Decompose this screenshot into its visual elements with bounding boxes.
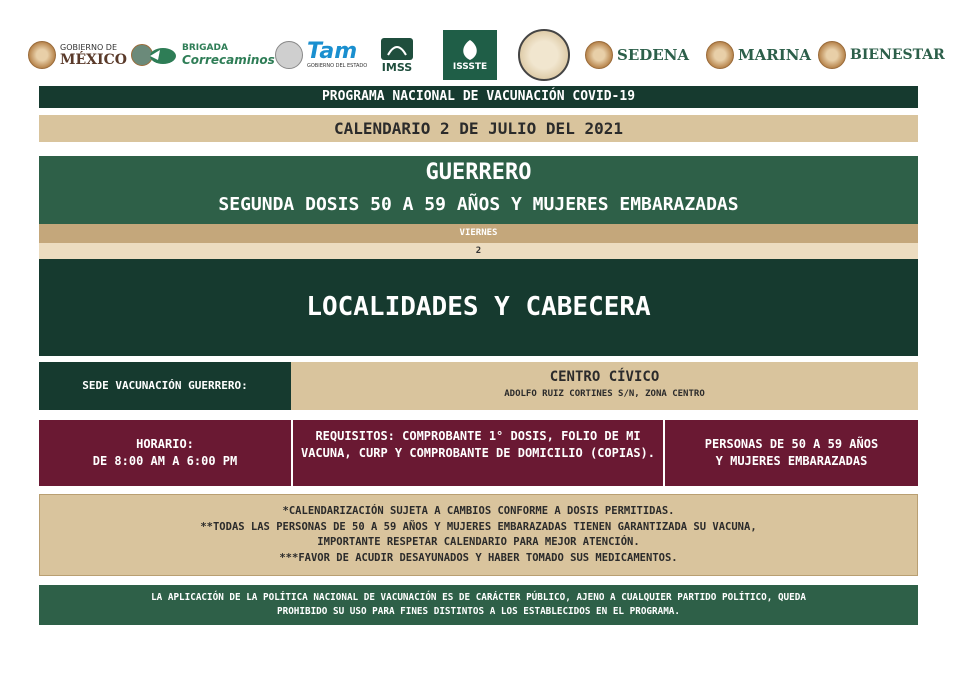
notes-box xyxy=(39,494,918,576)
venue-label: SEDE VACUNACIÓN GUERRERO: xyxy=(39,362,291,410)
program-title: PROGRAMA NACIONAL DE VACUNACIÓN COVID-19 xyxy=(39,86,918,108)
tamaulipas-logo xyxy=(275,30,367,80)
imss-logo xyxy=(380,30,414,80)
day-number: 2 xyxy=(39,243,918,259)
imss-eagle-icon xyxy=(380,37,414,61)
audience-cell xyxy=(665,420,918,486)
gobierno-top-text: GOBIERNO DE xyxy=(60,42,117,52)
requirements-text: REQUISITOS: COMPROBANTE 1° DOSIS, FOLIO DE MI VACUNA, CURP Y COMPROBANTE DE DOMICILIO (COPIAS). xyxy=(293,420,663,486)
sedena-seal-icon xyxy=(585,41,613,69)
imss-text: IMSS xyxy=(381,60,413,74)
tam-sub-text: GOBIERNO DEL ESTADO xyxy=(307,63,368,69)
venue-info xyxy=(291,362,918,410)
brigada-correcaminos-logo xyxy=(148,30,275,80)
sedena-logo xyxy=(585,30,689,80)
note-line-4: ***FAVOR DE ACUDIR DESAYUNADOS Y HABER TOMADO SUS MEDICAMENTOS. xyxy=(279,551,678,564)
issste-emblem-icon xyxy=(457,38,483,62)
audience-line-1: PERSONAS DE 50 A 59 AÑOS xyxy=(704,437,879,451)
issste-logo xyxy=(443,30,497,80)
issste-text: ISSSTE xyxy=(452,62,488,72)
localities-title: LOCALIDADES Y CABECERA xyxy=(39,259,918,356)
tamaulipas-shield-icon xyxy=(275,41,303,69)
bienestar-logo xyxy=(818,30,945,80)
state-block xyxy=(39,156,918,224)
state-name: GUERRERO xyxy=(425,160,532,185)
brigada-bottom-text: Correcaminos xyxy=(182,53,275,67)
sedena-text: SEDENA xyxy=(617,46,690,64)
gobierno-bottom-text: MÉXICO xyxy=(60,51,127,68)
marina-logo xyxy=(706,30,811,80)
note-line-3: IMPORTANTE RESPETAR CALENDARIO PARA MEJOR ATENCIÓN. xyxy=(317,536,640,548)
bienestar-seal-icon xyxy=(818,41,846,69)
weekday-label: VIERNES xyxy=(39,224,918,243)
audience-line-2: Y MUJERES EMBARAZADAS xyxy=(715,454,868,468)
note-line-2: **TODAS LAS PERSONAS DE 50 A 59 AÑOS Y MUJERES EMBARAZADAS TIENEN GARANTIZADA SU VACUNA, xyxy=(200,520,757,533)
bienestar-text: BIENESTAR xyxy=(850,47,945,63)
tam-text: Tam xyxy=(307,39,358,64)
schedule-cell xyxy=(39,420,291,486)
venue-address: ADOLFO RUIZ CORTINES S/N, ZONA CENTRO xyxy=(504,389,705,399)
brigada-top-text: BRIGADA xyxy=(182,43,228,53)
roadrunner-icon xyxy=(148,44,178,66)
mexico-seal-icon xyxy=(28,41,56,69)
state-subtitle: SEGUNDA DOSIS 50 A 59 AÑOS Y MUJERES EMBARAZADAS xyxy=(218,194,739,215)
marina-text: MARINA xyxy=(738,46,812,64)
footer-line-2: PROHIBIDO SU USO PARA FINES DISTINTOS A LOS ESTABLECIDOS EN EL PROGRAMA. xyxy=(277,606,680,617)
government-seal-logo xyxy=(518,30,570,80)
legal-footer xyxy=(39,585,918,625)
calendar-date-title: CALENDARIO 2 DE JULIO DEL 2021 xyxy=(39,115,918,142)
venue-name: CENTRO CÍVICO xyxy=(549,369,660,385)
eagle-seal-icon xyxy=(518,29,570,81)
gobierno-de-mexico-logo xyxy=(28,30,153,80)
marina-seal-icon xyxy=(706,41,734,69)
note-line-1: *CALENDARIZACIÓN SUJETA A CAMBIOS CONFORME A DOSIS PERMITIDAS. xyxy=(282,505,675,517)
footer-line-1: LA APLICACIÓN DE LA POLÍTICA NACIONAL DE VACUNACIÓN ES DE CARÁCTER PÚBLICO, AJENO A CUALQUIER PARTIDO POLÍTICO, QUEDA xyxy=(151,592,806,603)
schedule-label: HORARIO: xyxy=(136,437,194,451)
schedule-value: DE 8:00 AM A 6:00 PM xyxy=(92,454,238,468)
